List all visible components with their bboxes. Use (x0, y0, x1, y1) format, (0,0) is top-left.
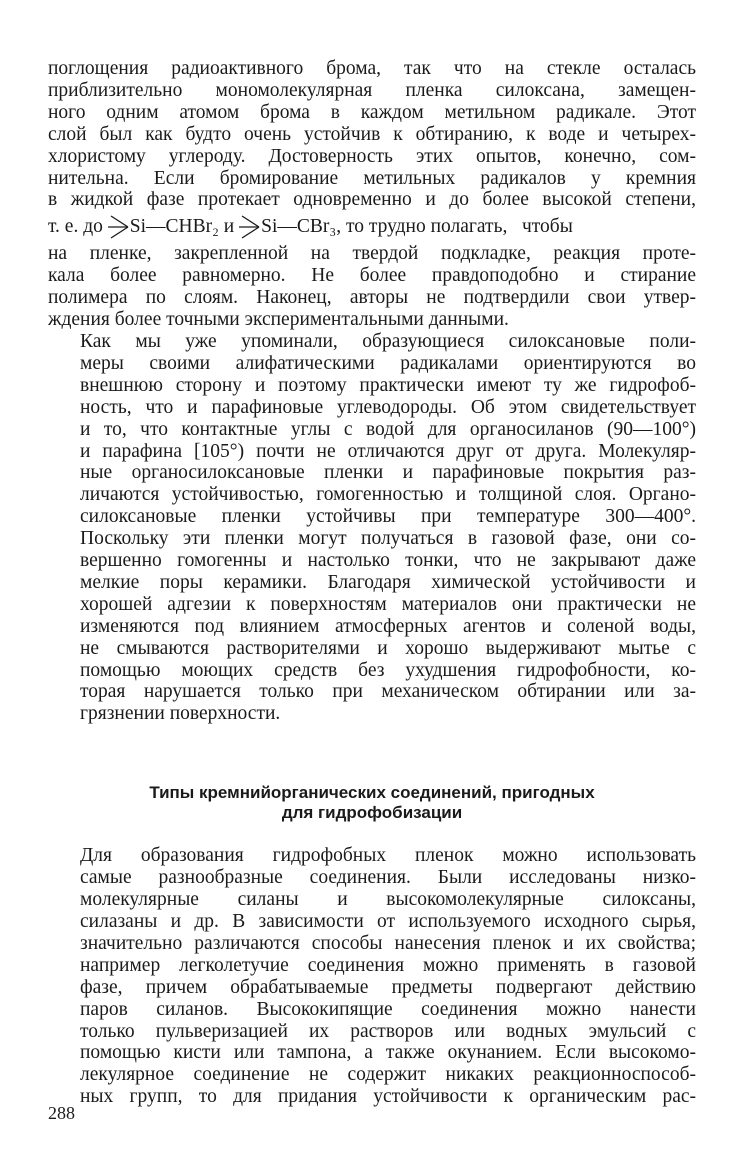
page-number: 288 (48, 1103, 75, 1123)
text-line: личаются устойчивостью, гомогенностью и толщиной слоя. Органо- (80, 484, 696, 506)
section-heading (48, 783, 696, 823)
silicon-bonds-icon (108, 214, 130, 240)
formula-and: и (218, 216, 240, 238)
text-line: поглощения радиоактивного брома, так что на стекле осталась (48, 58, 696, 79)
text-line: Как мы уже упоминали, образующиеся силоксановые поли- (80, 330, 696, 352)
formula-group-cbr3 (239, 211, 336, 243)
text-line: ные органосилоксановые пленки и парафиновые покрытия раз- (80, 462, 696, 484)
formula-suffix: , то трудно полагать, чтобы (336, 216, 573, 238)
book-page (48, 58, 696, 1108)
formula-group-chbr2 (108, 211, 219, 243)
text-line: меры своими алифатическими радикалами ориентируются во (80, 352, 696, 374)
text-line: силоксановые пленки устойчивы при температуре 300—400°. (80, 506, 696, 528)
text-line: Поскольку эти пленки могут получаться в газовой фазе, они со- (80, 528, 696, 550)
text-line: помощью кисти или тампона, а также окунанием. Если высокомо- (80, 1042, 696, 1064)
text-line: Для образования гидрофобных пленок можно использовать (80, 845, 696, 867)
text-line: самые разнообразные соединения. Были исследованы низко- (80, 867, 696, 889)
silicon-bonds-icon (239, 214, 261, 240)
text-line: фазе, причем обрабатываемые предметы подвергают действию (80, 976, 696, 998)
formula-cbr3: Si—CBr₃ (261, 216, 337, 238)
text-line: только пульверизацией их растворов или водных эмульсий с (80, 1020, 696, 1042)
formula-line (48, 211, 696, 243)
text-line: хлористому углероду. Достоверность этих опытов, конечно, сом- (48, 145, 696, 167)
text-line: изменяются под влиянием атмосферных агентов и соленой воды, (80, 615, 696, 637)
text-line: кала более равномерно. Не более правдоподобно и стирание (48, 265, 696, 287)
text-line: на пленке, закрепленной на твердой подкладке, реакция проте- (48, 243, 696, 265)
text-line: слой был как будто очень устойчив к обтиранию, к воде и четырех- (48, 123, 696, 145)
heading-line: Типы кремнийорганических соединений, пригодных (149, 783, 595, 803)
paragraph-1 (48, 58, 696, 331)
text-line: молекулярные силаны и высокомолекулярные силоксаны, (80, 889, 696, 911)
formula-prefix: т. е. до (48, 216, 108, 238)
text-line: внешнюю сторону и поэтому практически имеют ту же гидрофоб- (80, 374, 696, 396)
text-line: нительна. Если бромирование метильных радикалов у кремния (48, 167, 696, 189)
text-line: в жидкой фазе протекает одновременно и до более высокой степени, (48, 189, 696, 211)
text-line: помощью моющих средств без ухудшения гидрофобности, ко- (80, 659, 696, 681)
text-line: мелкие поры керамики. Благодаря химической устойчивости и (80, 571, 696, 593)
text-line: ждения более точными экспериментальными данными. (48, 309, 509, 331)
text-line: ность, что и парафиновые углеводороды. Об этом свидетельствует (80, 396, 696, 418)
paragraph-3 (48, 845, 696, 1108)
text-line: вершенно гомогенны и настолько тонки, что не закрывают даже (80, 550, 696, 572)
text-line: например легколетучие соединения можно применять в газовой (80, 954, 696, 976)
paragraph-2 (48, 331, 696, 725)
text-line: полимера по слоям. Наконец, авторы не подтвердили свои утвер- (48, 287, 696, 309)
text-line: и то, что контактные углы с водой для органосиланов (90—100°) (80, 418, 696, 440)
text-line: ных групп, то для придания устойчивости к органическим рас- (80, 1086, 696, 1108)
text-line: значительно различаются способы нанесения пленок и их свойства; (80, 932, 696, 954)
text-line: силазаны и др. В зависимости от используемого исходного сырья, (80, 911, 696, 932)
text-line: и парафина [105°) почти не отличаются друг от друга. Молекуляр- (80, 440, 696, 462)
text-line: торая нарушается только при механическом обтирании или за- (80, 681, 696, 703)
text-line: не смываются растворителями и хорошо выдерживают мытье с (80, 637, 696, 659)
formula-chbr2: Si—CHBr₂ (129, 216, 219, 238)
text-line: грязнении поверхности. (80, 703, 281, 725)
heading-line: для гидрофобизации (281, 803, 463, 823)
text-line: приблизительно мономолекулярная пленка силоксана, замещен- (48, 79, 696, 101)
text-line: хорошей адгезии к поверхностям материалов они практически не (80, 593, 696, 615)
text-line: паров силанов. Высококипящие соединения можно нанести (80, 998, 696, 1020)
text-line: лекулярное соединение не содержит никаких реакционноспособ- (80, 1064, 696, 1086)
text-line: ного одним атомом брома в каждом метильном радикале. Этот (48, 101, 696, 123)
